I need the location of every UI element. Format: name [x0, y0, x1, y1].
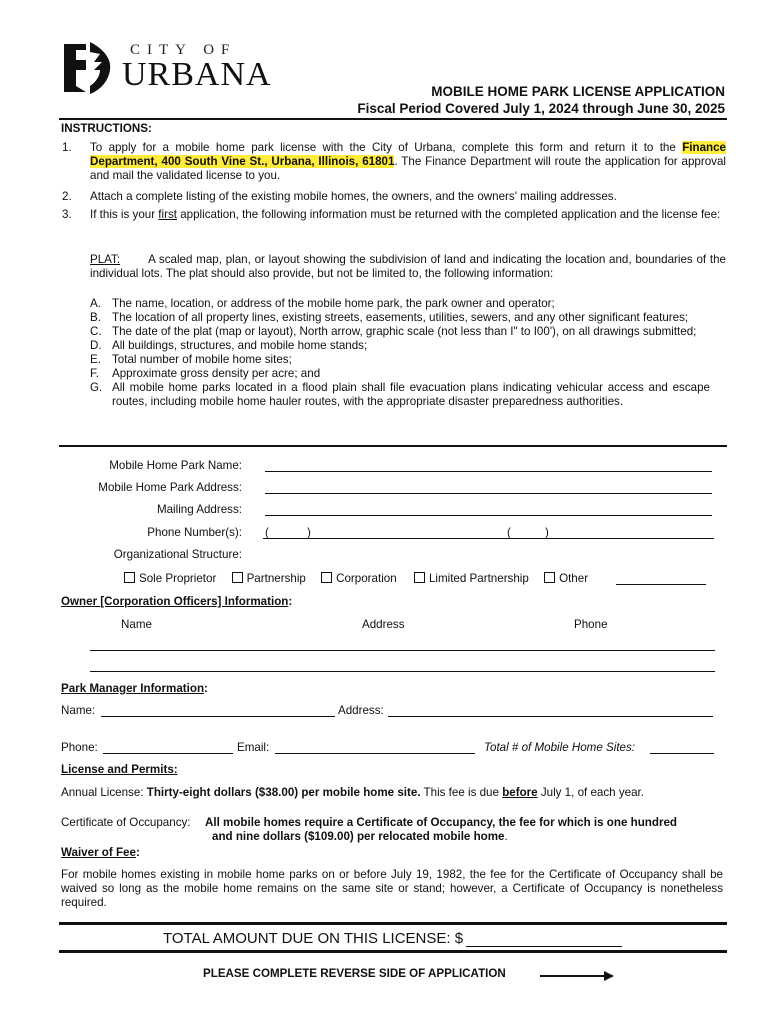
manager-email-label: Email: — [237, 741, 270, 754]
manager-address-label: Address: — [338, 704, 384, 717]
annual-license-text: Annual License: Thirty-eight dollars ($38.00) per mobile home site. This fee is due before July 1, of each year. — [61, 786, 644, 799]
owner-address-column: Address — [362, 618, 405, 631]
plat-paragraph — [90, 253, 726, 281]
total-rule-top — [59, 922, 727, 925]
instruction-1-text-end: . The Finance Department will route the application for approval and mail the validated license to you. — [90, 155, 726, 182]
instruction-3-text-end: application, the following information must be returned with the completed application and the license fee: — [176, 208, 721, 221]
phone-number-field-1[interactable] — [263, 538, 507, 539]
plat-item-a: A. The name, location, or address of the mobile home park, the park owner and operator; — [90, 297, 555, 310]
coo-text-line-1: All mobile homes require a Certificate of Occupancy, the fee for which is one hundred — [205, 816, 678, 829]
logo-urbana-text: URBANA — [122, 56, 272, 93]
other-specify-field[interactable] — [616, 584, 706, 585]
manager-address-field[interactable] — [388, 716, 713, 717]
sole-proprietor-option[interactable]: Sole Proprietor — [124, 572, 216, 585]
park-name-label: Mobile Home Park Name: — [109, 459, 242, 472]
mailing-address-field[interactable] — [265, 515, 712, 516]
other-checkbox[interactable] — [544, 572, 555, 583]
plat-label: PLAT: — [90, 253, 121, 266]
total-rule-bottom — [59, 950, 727, 953]
urbana-leaf-logo-icon — [62, 40, 114, 96]
instructions-heading: INSTRUCTIONS: — [61, 122, 152, 135]
instruction-3 — [62, 208, 726, 222]
sole-proprietor-checkbox[interactable] — [124, 572, 135, 583]
corporation-option[interactable]: Corporation — [321, 572, 397, 585]
total-sites-field[interactable] — [650, 753, 714, 754]
phone-area-close-1: ) — [307, 526, 311, 539]
phone-area-open-2: ( — [507, 526, 511, 539]
plat-requirements-list — [90, 297, 710, 409]
owner-name-column: Name — [121, 618, 152, 631]
first-underlined: first — [158, 208, 177, 221]
manager-name-label: Name: — [61, 704, 96, 717]
park-name-field[interactable] — [265, 471, 712, 472]
instruction-3-text: If this is your — [90, 208, 159, 221]
license-permits-heading: License and Permits: — [61, 763, 178, 776]
plat-text: A scaled map, plan, or layout showing the subdivision of land and indicating the location and, boundaries of the individual lots. The plat should also provide, but not be limited to, the following information: — [90, 253, 726, 280]
coo-label: Certificate of Occupancy: — [61, 816, 191, 829]
instruction-2-number: 2. — [62, 190, 72, 203]
instruction-1-text: To apply for a mobile home park license with the City of Urbana, complete this form and return it to the — [90, 141, 683, 154]
park-address-field[interactable] — [265, 493, 712, 494]
logo-city-of-text: CITY OF — [130, 42, 237, 58]
waiver-text: For mobile homes existing in mobile home parks on or before July 19, 1982, the fee for the Certificate of Occupancy shall be waived so long as the mobile home remains on the same site or stand; however, a Certificate of Occupancy is nonetheless required. — [61, 868, 723, 909]
reverse-side-note: PLEASE COMPLETE REVERSE SIDE OF APPLICATION — [203, 967, 506, 980]
form-subtitle: Fiscal Period Covered July 1, 2024 through June 30, 2025 — [357, 101, 725, 116]
plat-item-c: C. The date of the plat (map or layout), North arrow, graphic scale (not less than I" to I00'), on all drawings submitted; — [90, 325, 697, 338]
coo-text-line-2: and nine dollars ($109.00) per relocated mobile home. — [212, 830, 508, 843]
form-title: MOBILE HOME PARK LICENSE APPLICATION — [431, 84, 725, 99]
manager-phone-field[interactable] — [103, 753, 233, 754]
owner-info-heading: Owner [Corporation Officers] Information: — [61, 595, 293, 608]
phone-area-close-2: ) — [545, 526, 549, 539]
waiver-heading: Waiver of Fee: — [61, 846, 140, 859]
owner-phone-column: Phone — [574, 618, 608, 631]
partnership-option[interactable]: Partnership — [232, 572, 306, 585]
org-structure-label: Organizational Structure: — [113, 548, 242, 561]
header-rule — [59, 118, 727, 120]
instruction-1-number: 1. — [62, 141, 72, 154]
plat-item-d: D. All buildings, structures, and mobile home stands; — [90, 339, 368, 352]
manager-phone-label: Phone: — [61, 741, 98, 754]
manager-email-field[interactable] — [275, 753, 475, 754]
plat-item-g: G. All mobile home parks located in a flood plain shall file evacuation plans indicating vehicular access and escape routes, including mobile home hauler routes, with the appropriate disaster preparedness authorities. — [90, 381, 710, 408]
total-amount-label: TOTAL AMOUNT DUE ON THIS LICENSE: $ — [163, 930, 464, 947]
total-amount-field[interactable] — [466, 946, 622, 947]
phone-area-open-1: ( — [265, 526, 269, 539]
plat-item-f: F. Approximate gross density per acre; and — [90, 367, 321, 380]
corporation-checkbox[interactable] — [321, 572, 332, 583]
manager-info-heading: Park Manager Information: — [61, 682, 208, 695]
manager-name-field[interactable] — [101, 716, 335, 717]
owner-row-2-field[interactable] — [90, 671, 715, 672]
owner-row-1-field[interactable] — [90, 650, 715, 651]
limited-partnership-option[interactable]: Limited Partnership — [414, 572, 529, 585]
park-address-label: Mobile Home Park Address: — [98, 481, 242, 494]
instruction-2 — [62, 190, 726, 204]
instruction-3-number: 3. — [62, 208, 72, 221]
instruction-1 — [62, 141, 726, 183]
plat-item-b: B. The location of all property lines, existing streets, easements, utilities, sewers, and any other significant features; — [90, 311, 689, 324]
instruction-2-text: Attach a complete listing of the existing mobile homes, the owners, and the owners' mailing addresses. — [90, 190, 617, 203]
total-sites-label: Total # of Mobile Home Sites: — [484, 741, 636, 754]
phone-number-field-2[interactable] — [507, 538, 714, 539]
arrow-right-icon-head — [604, 971, 614, 981]
partnership-checkbox[interactable] — [232, 572, 243, 583]
mailing-address-label: Mailing Address: — [156, 503, 242, 516]
other-option[interactable]: Other — [544, 572, 588, 585]
finance-address-highlight: Finance Department, 400 South Vine St., Urbana, Illinois, 61801 — [90, 141, 726, 168]
plat-item-e: E. Total number of mobile home sites; — [90, 353, 292, 366]
org-structure-options — [124, 572, 588, 586]
phone-numbers-label: Phone Number(s): — [147, 526, 242, 539]
instructions-rule — [59, 445, 727, 447]
limited-partnership-checkbox[interactable] — [414, 572, 425, 583]
arrow-right-icon — [540, 975, 606, 977]
